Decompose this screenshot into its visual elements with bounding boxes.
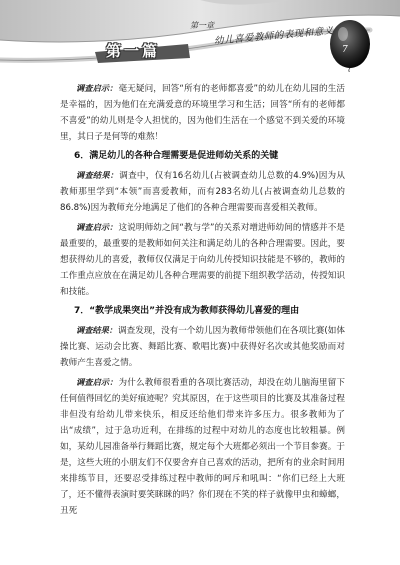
section-heading-6: 6．满足幼儿的各种合理需要是促进师幼关系的关键: [74, 151, 279, 161]
section-heading-7: 7．“教学成果突出”并没有成为教师获得幼儿喜爱的理由: [74, 306, 300, 316]
page-number: 7: [342, 45, 348, 55]
paragraph-lead: 调查启示：: [76, 377, 118, 387]
paragraph-lead: 调查结果：: [76, 325, 117, 335]
paragraph-lead: 调查启示：: [76, 222, 118, 232]
paragraph-survey-insight-1: [60, 80, 345, 145]
paragraph-text: 毫无疑问，回答“所有的老师都喜爱”的幼儿在幼儿园的生活是幸福的，因为他们在充满爱意的环境里学习和生活；回答“所有的老师都不喜爱”的幼儿则是令人担忧的，因为他们生活在一个感觉不到关爱的环境里，其日子是何等的难熬！: [60, 84, 345, 142]
paragraph-text: 这说明师幼之间“教与学”的关系对增进师幼间的情感并不是最重要的，最重要的是教师如何关注和满足幼儿的各种合理需要。因此，要想获得幼儿的喜爱，教师仅仅满足于向幼儿传授知识技能是不够的，教师的工作重点应放在在满足幼儿各种合理需要的前提下组织教学活动，传授知识和技能。: [60, 223, 345, 297]
paragraph-text: 为什么教师很看重的各项比赛活动，却没在幼儿脑海里留下任何值得回忆的美好痕迹呢？究其原因，在于这些项目的比赛及其准备过程非但没有给幼儿带来快乐，相反还给他们带来许多压力。很多教师为了出“成绩”，过于急功近利，在排练的过程中对幼儿的态度也比较粗暴。例如，某幼儿园准备举行舞蹈比赛，规定每个大班都必须出一个节目参赛。于是，这些大班的小朋友们不仅要舍弃自己喜欢的活动，把所有的业余时间用来排练节目，还要忍受排练过程中教师的呵斥和吼叫：“你们已经上大班了，还不懂得表演时要笑眯眯的吗？你们现在不笑的样子就像甲虫和蟑螂，丑死: [60, 378, 345, 516]
header-banner: [0, 0, 400, 72]
page-header: [0, 0, 400, 72]
paragraph-text: 调查中，仅有16名幼儿(占被调查幼儿总数的4.9%)因为从教师那里学到“本领”而喜爱教师，而有283名幼儿(占被调查幼儿总数的86.8%)因为教师充分地满足了他们的各种合理需要而喜爱相关教师。: [60, 171, 345, 213]
balloon-icon: [330, 20, 370, 68]
paragraph-survey-insight-3: [60, 219, 345, 300]
part-badge: 第一篇: [106, 42, 161, 60]
paragraph-lead: 调查结果：: [76, 170, 119, 180]
page-body: [60, 80, 345, 522]
paragraph-survey-result-4: [60, 322, 345, 371]
paragraph-lead: 调查启示：: [76, 83, 118, 93]
chapter-title: 幼儿喜爱教师的表现和意义: [213, 25, 335, 47]
paragraph-text: 调查发现，没有一个幼儿因为教师带领他们在各项比赛(如体操比赛、运动会比赛、舞蹈比赛、歌唱比赛)中获得好名次或其他奖励而对教师产生喜爱之情。: [60, 326, 345, 368]
paragraph-survey-result-2: [60, 167, 345, 216]
paragraph-survey-insight-5: [60, 374, 345, 519]
chapter-number: 第一章: [190, 21, 214, 30]
